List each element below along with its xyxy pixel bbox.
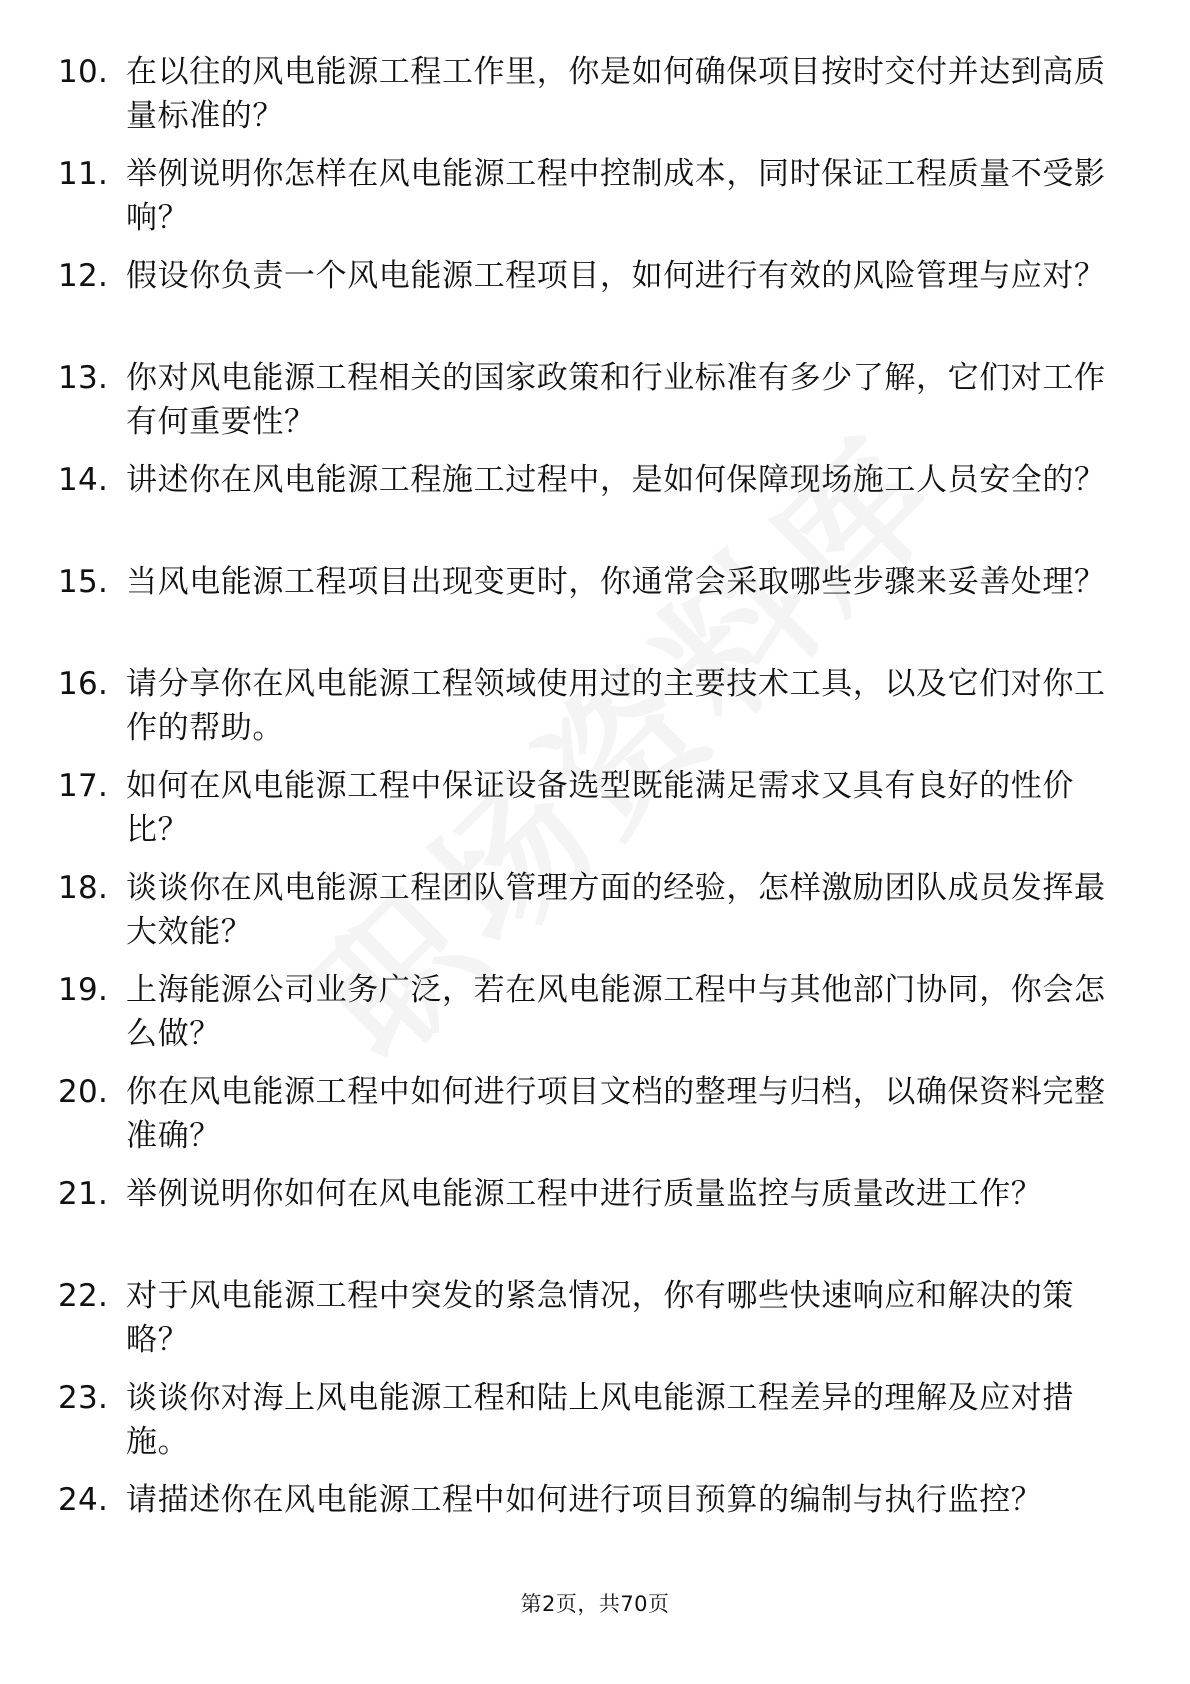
question-item <box>58 764 1108 866</box>
question-item <box>58 1376 1108 1478</box>
question-item <box>58 1274 1108 1376</box>
question-number: 21. <box>58 1176 109 1212</box>
question-text: 在以往的风电能源工程工作里，你是如何确保项目按时交付并达到高质量标准的？ <box>126 54 1106 134</box>
question-number: 14. <box>58 462 109 498</box>
question-list <box>58 50 1108 1580</box>
question-number: 20. <box>58 1074 109 1110</box>
question-text: 如何在风电能源工程中保证设备选型既能满足需求又具有良好的性价比？ <box>126 768 1074 848</box>
question-number: 18. <box>58 870 109 906</box>
question-text: 讲述你在风电能源工程施工过程中，是如何保障现场施工人员安全的？ <box>126 462 1106 498</box>
question-text: 请描述你在风电能源工程中如何进行项目预算的编制与执行监控？ <box>126 1482 1043 1518</box>
question-text: 你在风电能源工程中如何进行项目文档的整理与归档，以确保资料完整准确？ <box>126 1074 1106 1154</box>
question-item <box>58 50 1108 152</box>
question-text: 谈谈你在风电能源工程团队管理方面的经验，怎样激励团队成员发挥最大效能？ <box>126 870 1106 950</box>
question-number: 23. <box>58 1380 109 1416</box>
question-number: 19. <box>58 972 109 1008</box>
question-number: 22. <box>58 1278 109 1314</box>
question-number: 15. <box>58 564 109 600</box>
question-item <box>58 1070 1108 1172</box>
question-number: 12. <box>58 258 109 294</box>
question-item <box>58 254 1108 356</box>
question-text: 你对风电能源工程相关的国家政策和行业标准有多少了解，它们对工作有何重要性？ <box>126 360 1106 440</box>
question-number: 10. <box>58 54 109 90</box>
question-item <box>58 458 1108 560</box>
question-number: 17. <box>58 768 109 804</box>
question-item <box>58 152 1108 254</box>
question-text: 上海能源公司业务广泛，若在风电能源工程中与其他部门协同，你会怎么做？ <box>126 972 1106 1052</box>
question-text: 请分享你在风电能源工程领域使用过的主要技术工具，以及它们对你工作的帮助。 <box>126 666 1106 746</box>
question-number: 13. <box>58 360 109 396</box>
question-item <box>58 662 1108 764</box>
question-text: 对于风电能源工程中突发的紧急情况，你有哪些快速响应和解决的策略？ <box>126 1278 1074 1358</box>
question-text: 当风电能源工程项目出现变更时，你通常会采取哪些步骤来妥善处理？ <box>126 564 1106 600</box>
question-item <box>58 356 1108 458</box>
question-text: 举例说明你怎样在风电能源工程中控制成本，同时保证工程质量不受影响？ <box>126 156 1106 236</box>
page-footer: 第2页，共70页 <box>520 1592 670 1616</box>
question-item <box>58 866 1108 968</box>
question-item <box>58 1172 1108 1274</box>
question-number: 24. <box>58 1482 109 1518</box>
question-text: 举例说明你如何在风电能源工程中进行质量监控与质量改进工作？ <box>126 1176 1043 1212</box>
question-number: 11. <box>58 156 109 192</box>
question-item <box>58 968 1108 1070</box>
question-text: 谈谈你对海上风电能源工程和陆上风电能源工程差异的理解及应对措施。 <box>126 1380 1074 1460</box>
question-text: 假设你负责一个风电能源工程项目，如何进行有效的风险管理与应对？ <box>126 258 1106 294</box>
question-item <box>58 1478 1108 1580</box>
question-number: 16. <box>58 666 109 702</box>
question-item <box>58 560 1108 662</box>
